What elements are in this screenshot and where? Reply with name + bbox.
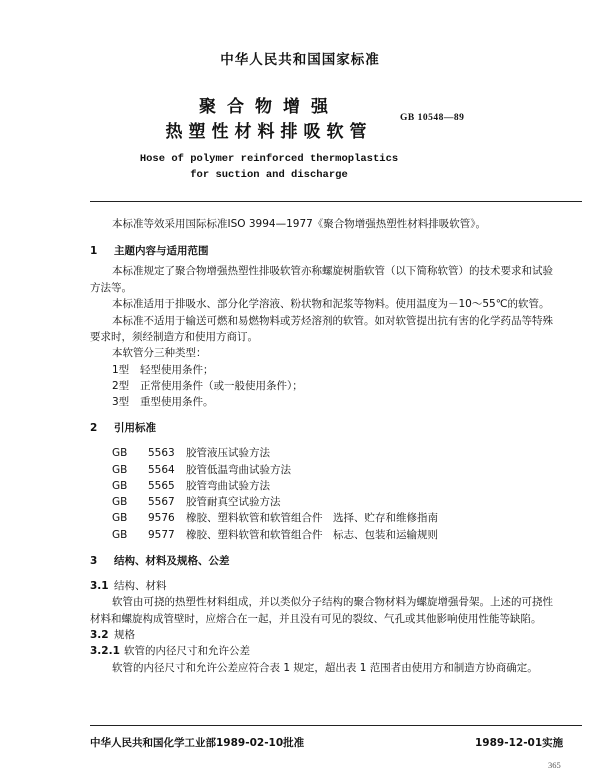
reference-item: GB 5564 胶管低温弯曲试验方法	[112, 464, 291, 476]
section-1-heading	[90, 243, 209, 258]
section-title: 结构、材料及规格、公差	[114, 555, 230, 567]
type-item: 1型 轻型使用条件；	[112, 364, 214, 376]
reference-item: GB 5565 胶管弯曲试验方法	[112, 480, 270, 492]
paragraph: 本标准不适用于输送可燃和易燃物料或芳烃溶剂的软管。如对软管提出抗有害的化学药品等特殊	[112, 315, 553, 327]
section-title: 主题内容与适用范围	[114, 245, 209, 257]
reference-item: GB 5563 胶管液压试验方法	[112, 447, 270, 459]
section-number: 1	[90, 245, 98, 257]
page-number: 365	[548, 760, 561, 770]
reference-item: GB 5567 胶管耐真空试验方法	[112, 496, 281, 508]
bottom-divider	[90, 725, 582, 726]
paragraph: 软管由可挠的热塑性材料组成，并以类似分子结构的聚合物材料为螺旋增强骨架。上述的可挠性	[112, 596, 553, 608]
title-en-line1: Hose of polymer reinforced thermoplastics	[139, 153, 399, 165]
paragraph: 本标准适用于排吸水、部分化学溶液、粉状物和泥浆等物料。使用温度为－10～55℃的软管。	[112, 298, 550, 310]
standard-code: GB 10548—89	[400, 113, 465, 123]
top-divider	[90, 201, 582, 202]
subsection-3-2-heading: 3.2 规格	[90, 629, 135, 641]
header-title: 中华人民共和国国家标准	[220, 52, 380, 68]
section-number: 2	[90, 422, 98, 434]
subsection-3-1-heading: 3.1 结构、材料	[90, 580, 167, 592]
subsection-3-2-1-heading: 3.2.1 软管的内径尺寸和允许公差	[90, 645, 250, 657]
paragraph: 要求时，须经制造方和使用方商订。	[90, 331, 258, 343]
section-number: 3	[90, 555, 98, 567]
title-en-line2: for suction and discharge	[190, 169, 348, 181]
section-3-heading	[90, 553, 230, 568]
reference-item: GB 9576 橡胶、塑料软管和软管组合件 选择、贮存和维修指南	[112, 512, 438, 524]
implementation-date: 1989-12-01实施	[475, 737, 564, 749]
section-title: 引用标准	[114, 422, 156, 434]
approval-date: 中华人民共和国化学工业部1989-02-10批准	[90, 737, 305, 749]
paragraph: 本软管分三种类型：	[112, 347, 207, 359]
type-item: 2型 正常使用条件（或一般使用条件）；	[112, 380, 303, 392]
section-2-heading	[90, 420, 156, 435]
paragraph: 方法等。	[90, 282, 132, 294]
paragraph: 软管的内径尺寸和允许公差应符合表 1 规定，超出表 1 范围者由使用方和制造方协商确定。	[112, 662, 538, 674]
title-cn-line2: 热塑性材料排吸软管	[165, 122, 373, 142]
paragraph: 本标准规定了聚合物增强热塑性排吸软管亦称螺旋树脂软管（以下简称软管）的技术要求和试验	[112, 265, 553, 277]
intro-text: 本标准等效采用国际标准ISO 3994—1977《聚合物增强热塑性材料排吸软管》。	[112, 218, 487, 230]
paragraph: 材料和螺旋构成管壁时，应熔合在一起，并且没有可见的裂纹、气孔或其他影响使用性能等缺陷。	[90, 613, 542, 625]
title-cn-line1: 聚合物增强	[199, 97, 339, 117]
reference-item: GB 9577 橡胶、塑料软管和软管组合件 标志、包装和运输规则	[112, 529, 438, 541]
type-item: 3型 重型使用条件。	[112, 396, 214, 408]
